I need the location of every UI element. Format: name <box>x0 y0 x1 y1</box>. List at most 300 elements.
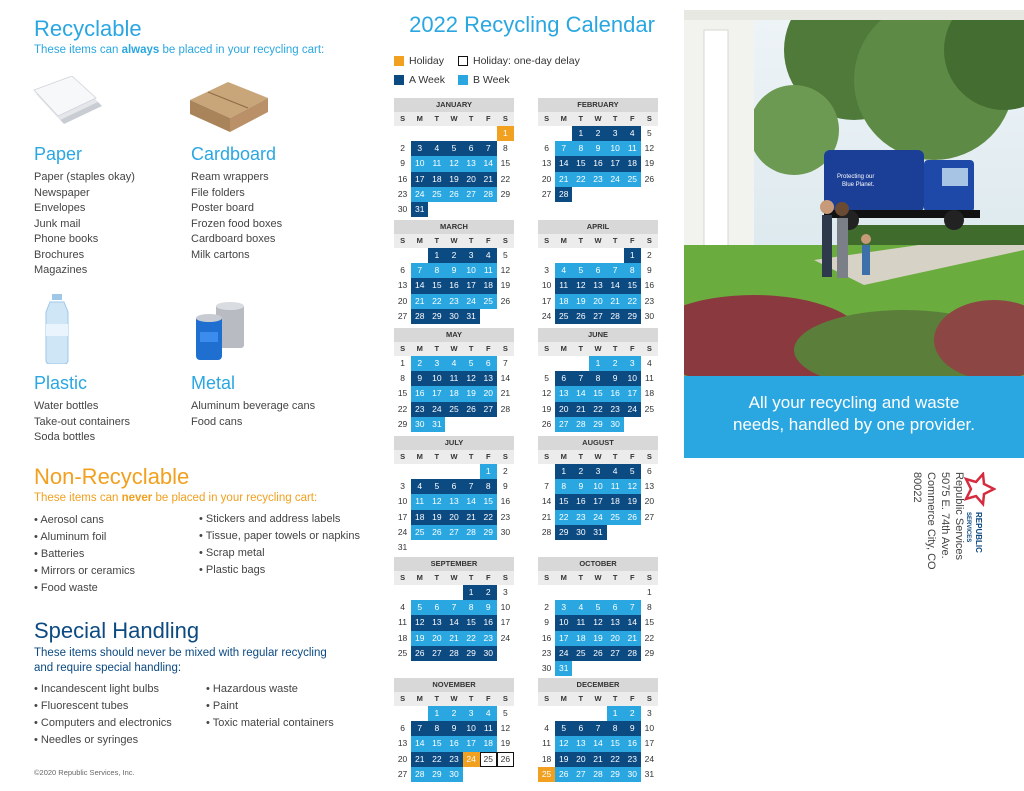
list-item: Milk cartons <box>191 248 250 261</box>
weekday-label: F <box>629 452 635 461</box>
calendar-week <box>394 371 514 386</box>
calendar-day: 3 <box>463 248 480 263</box>
calendar-week <box>394 263 514 278</box>
calendar-week <box>394 510 514 525</box>
logo-text-2: SERVICES <box>965 512 971 543</box>
calendar-day: 3 <box>411 141 428 156</box>
calendar-day: 7 <box>480 141 497 156</box>
weekday-label: S <box>646 114 652 123</box>
calendar-day: 18 <box>411 510 428 525</box>
calendar-day: 6 <box>544 143 549 154</box>
calendar-day: 5 <box>503 250 508 260</box>
calendar-week <box>538 494 658 509</box>
calendar-day: 27 <box>480 402 497 417</box>
legend-b-week <box>458 74 510 86</box>
calendar-week <box>538 126 658 141</box>
list-item: • Toxic material containers <box>206 715 334 732</box>
weekday-label: F <box>629 694 635 703</box>
calendar-day: 28 <box>411 309 428 324</box>
calendar-week <box>538 479 658 494</box>
weekday-label: S <box>502 694 508 703</box>
calendar-empty <box>555 248 572 263</box>
calendar-day: 18 <box>397 632 408 643</box>
calendar-day: 9 <box>503 481 508 492</box>
calendar-day: 8 <box>428 263 445 278</box>
calendar-day: 16 <box>411 386 428 401</box>
calendar-empty <box>428 540 445 555</box>
weekday-label: T <box>612 344 618 353</box>
calendar-day: 17 <box>411 172 428 187</box>
calendar-day: 27 <box>607 646 624 661</box>
calendar-day: 25 <box>538 767 555 782</box>
calendar-day: 3 <box>589 464 606 479</box>
cardboard-title: Cardboard <box>191 144 277 164</box>
calendar-day: 25 <box>555 309 572 324</box>
legend-label: A Week <box>409 74 445 86</box>
weekday-label: S <box>544 236 550 245</box>
calendar-day: 4 <box>445 356 462 371</box>
weekday-label: T <box>612 573 618 582</box>
weekday-label: T <box>578 344 584 353</box>
calendar-day: 17 <box>397 511 408 522</box>
calendar-day: 8 <box>463 600 480 615</box>
calendar-week <box>538 248 658 263</box>
calendar-day: 27 <box>428 646 445 661</box>
calendar-day: 6 <box>555 371 572 386</box>
calendar-day: 22 <box>572 172 589 187</box>
calendar-day: 4 <box>624 126 641 141</box>
weekday-label: S <box>400 236 406 245</box>
calendar-day: 30 <box>480 646 497 661</box>
calendar-day: 17 <box>589 494 606 509</box>
calendar-day: 9 <box>589 141 606 156</box>
calendar-day: 2 <box>624 706 641 721</box>
list-item: Envelopes <box>34 202 86 214</box>
calendar-week <box>538 600 658 615</box>
month-name: MAY <box>394 328 514 342</box>
calendar-week <box>394 736 514 751</box>
calendar-day: 14 <box>555 156 572 171</box>
month-name: AUGUST <box>538 436 658 450</box>
calendar-empty <box>411 585 428 600</box>
calendar-day: 7 <box>445 600 462 615</box>
calendar-empty <box>555 356 572 371</box>
calendar-day: 14 <box>463 494 480 509</box>
weekday-header <box>538 692 658 706</box>
calendar-empty <box>624 585 641 600</box>
calendar-day: 9 <box>480 600 497 615</box>
calendar-day: 18 <box>572 631 589 646</box>
calendar-day: 13 <box>480 371 497 386</box>
weekday-label: W <box>594 694 602 703</box>
weekday-label: F <box>485 114 491 123</box>
calendar-week <box>394 126 514 141</box>
calendar-day: 24 <box>411 187 428 202</box>
calendar-day: 23 <box>445 294 462 309</box>
calendar-empty <box>624 417 641 432</box>
calendar-day: 11 <box>645 373 654 384</box>
calendar-day: 15 <box>555 494 572 509</box>
calendar-day: 20 <box>445 510 462 525</box>
calendar-day: 22 <box>589 402 606 417</box>
calendar-day: 27 <box>397 310 408 321</box>
calendar-empty <box>411 706 428 721</box>
calendar-day: 10 <box>411 156 428 171</box>
calendar-week <box>394 479 514 494</box>
calendar-empty <box>411 540 428 555</box>
calendar-day: 21 <box>541 511 552 522</box>
calendar-empty <box>497 646 514 661</box>
calendar-day: 21 <box>607 294 624 309</box>
calendar-day: 29 <box>463 646 480 661</box>
calendar-day: 31 <box>644 768 655 779</box>
weekday-label: T <box>578 236 584 245</box>
weekday-label: S <box>544 114 550 123</box>
calendar-day: 22 <box>480 510 497 525</box>
non-recyclable-list-1 <box>34 512 135 597</box>
calendar-week <box>394 600 514 615</box>
list-item: • Fluorescent tubes <box>34 698 172 715</box>
legend-label: B Week <box>473 74 510 86</box>
calendar-day: 14 <box>445 615 462 630</box>
calendar-day: 14 <box>411 278 428 293</box>
calendar-day: 28 <box>411 767 428 782</box>
calendar-day: 26 <box>555 767 572 782</box>
calendar-day: 11 <box>555 278 572 293</box>
calendar-day: 23 <box>480 631 497 646</box>
weekday-label: M <box>560 452 567 461</box>
calendar-empty <box>411 248 428 263</box>
calendar-empty <box>394 248 411 263</box>
month-july <box>394 436 514 555</box>
calendar-day: 18 <box>555 294 572 309</box>
weekday-label: F <box>485 236 491 245</box>
calendar-empty <box>589 661 606 676</box>
calendar-day: 27 <box>445 525 462 540</box>
calendar-day: 3 <box>607 126 624 141</box>
calendar-empty <box>538 356 555 371</box>
weekday-label: W <box>594 573 602 582</box>
calendar-empty <box>497 417 514 432</box>
calendar-day: 6 <box>572 721 589 736</box>
calendar-empty <box>394 706 411 721</box>
calendar-empty <box>572 356 589 371</box>
weekday-label: F <box>485 452 491 461</box>
calendar-day: 20 <box>463 172 480 187</box>
calendar-day: 2 <box>503 466 508 476</box>
weekday-label: W <box>594 236 602 245</box>
calendar-day: 24 <box>624 402 641 417</box>
calendar-day: 12 <box>428 494 445 509</box>
calendar-day: 30 <box>411 417 428 432</box>
calendar-empty <box>538 248 555 263</box>
special-list-1 <box>34 681 172 749</box>
calendar-day: 4 <box>480 248 497 263</box>
calendar-day: 1 <box>647 587 652 597</box>
calendar-day: 7 <box>411 721 428 736</box>
calendar-day: 2 <box>400 143 405 154</box>
calendar-day: 10 <box>541 280 552 291</box>
cardboard-icon <box>186 76 272 136</box>
calendar-day: 8 <box>555 479 572 494</box>
calendar-day: 5 <box>647 128 652 138</box>
calendar-day: 19 <box>428 510 445 525</box>
calendar-day: 12 <box>555 736 572 751</box>
weekday-label: S <box>544 452 550 461</box>
non-recyclable-heading: Non-Recyclable <box>34 464 190 489</box>
list-item: Cardboard boxes <box>191 233 276 245</box>
calendar-day: 23 <box>589 172 606 187</box>
calendar-day: 30 <box>572 525 589 540</box>
calendar-day: 25 <box>644 403 655 414</box>
calendar-day: 26 <box>500 295 511 306</box>
calendar-empty <box>538 585 555 600</box>
special-handling-subtitle <box>34 646 327 676</box>
calendar-day: 13 <box>607 615 624 630</box>
weekday-label: W <box>594 344 602 353</box>
calendar-day: 15 <box>607 736 624 751</box>
calendar-day: 14 <box>541 496 552 507</box>
non-recyclable-list-2 <box>199 512 369 577</box>
calendar-day: 3 <box>544 265 549 276</box>
calendar-day: 26 <box>624 510 641 525</box>
list-item: Magazines <box>34 264 88 276</box>
calendar-empty <box>480 540 497 555</box>
truck-slogan-2: Blue Planet. <box>842 182 875 188</box>
calendar-day: 4 <box>480 706 497 721</box>
calendar-day: 29 <box>607 767 624 782</box>
calendar-day: 22 <box>463 631 480 646</box>
weekday-label: F <box>629 236 635 245</box>
calendar-day: 30 <box>607 417 624 432</box>
calendar-day: 25 <box>607 510 624 525</box>
calendar-day: 5 <box>411 600 428 615</box>
calendar-empty <box>538 464 555 479</box>
subtitle-pre: These items can <box>34 492 122 504</box>
address-line: 5075 E. 74th Ave. <box>939 472 951 559</box>
calendar-week <box>394 646 514 661</box>
calendar-week <box>394 156 514 171</box>
weekday-label: T <box>578 694 584 703</box>
calendar-day: 2 <box>544 602 549 613</box>
list-item: • Stickers and address labels <box>199 512 369 526</box>
tagline-banner <box>684 376 1024 458</box>
calendar-day: 4 <box>647 358 652 368</box>
calendar-day: 15 <box>463 615 480 630</box>
recyclable-heading: Recyclable <box>34 16 142 41</box>
weekday-label: S <box>400 573 406 582</box>
list-item: • Needles or syringes <box>34 732 172 749</box>
calendar-week <box>538 356 658 371</box>
calendar-day: 11 <box>480 721 497 736</box>
calendar-day: 23 <box>397 188 408 199</box>
calendar-week <box>538 706 658 721</box>
calendar-week <box>538 721 658 736</box>
calendar-day: 16 <box>607 386 624 401</box>
calendar-week <box>394 356 514 371</box>
calendar-day: 5 <box>544 373 549 384</box>
calendar-empty <box>497 767 514 782</box>
calendar-day: 5 <box>624 464 641 479</box>
weekday-label: S <box>400 114 406 123</box>
calendar-day: 16 <box>500 496 511 507</box>
calendar-week <box>538 172 658 187</box>
calendar-day: 1 <box>624 248 641 263</box>
calendar-day: 4 <box>428 141 445 156</box>
calendar-day: 5 <box>428 479 445 494</box>
weekday-label: F <box>629 344 635 353</box>
calendar-day: 6 <box>463 141 480 156</box>
calendar-empty <box>607 248 624 263</box>
calendar-day: 5 <box>503 708 508 718</box>
weekday-header <box>538 342 658 356</box>
weekday-label: T <box>434 236 440 245</box>
calendar-day: 22 <box>555 510 572 525</box>
calendar-day: 10 <box>397 496 408 507</box>
calendar-day: 11 <box>411 494 428 509</box>
calendar-empty <box>428 585 445 600</box>
weekday-label: M <box>416 344 423 353</box>
weekday-label: T <box>434 694 440 703</box>
calendar-empty <box>589 706 606 721</box>
weekday-header <box>538 234 658 248</box>
address-line: Republic Services <box>953 472 965 561</box>
calendar-week <box>394 386 514 401</box>
calendar-day: 2 <box>445 706 462 721</box>
calendar-week <box>394 417 514 432</box>
weekday-label: T <box>468 452 474 461</box>
logo-text-1: REPUBLIC <box>974 512 983 553</box>
subtitle-line: and require special handling: <box>34 662 182 674</box>
list-item: Take-out containers <box>34 415 130 428</box>
calendar-day: 14 <box>411 736 428 751</box>
list-item: • Aerosol cans <box>34 512 135 529</box>
calendar-day: 17 <box>644 738 655 749</box>
calendar-day: 12 <box>589 615 606 630</box>
calendar-day: 22 <box>644 632 655 643</box>
calendar-empty <box>497 309 514 324</box>
calendar-day: 22 <box>500 173 511 184</box>
weekday-label: F <box>629 573 635 582</box>
weekday-label: F <box>629 114 635 123</box>
calendar-day: 16 <box>624 736 641 751</box>
calendar-day: 5 <box>589 600 606 615</box>
weekday-header <box>538 112 658 126</box>
calendar-empty <box>445 202 462 217</box>
calendar-day: 12 <box>445 156 462 171</box>
calendar-day: 11 <box>398 617 407 628</box>
calendar-day: 13 <box>428 615 445 630</box>
calendar-day: 1 <box>480 464 497 479</box>
list-item: Frozen food boxes <box>191 217 283 230</box>
list-item: • Incandescent light bulbs <box>34 681 172 698</box>
calendar-day: 6 <box>480 356 497 371</box>
legend-holiday <box>394 55 444 67</box>
calendar-empty <box>572 706 589 721</box>
calendar-day: 24 <box>555 646 572 661</box>
weekday-label: T <box>468 114 474 123</box>
calendar-empty <box>607 187 624 202</box>
calendar-day: 1 <box>497 126 514 141</box>
calendar-day: 18 <box>644 388 655 399</box>
calendar-day: 13 <box>644 481 655 492</box>
calendar-day: 14 <box>607 278 624 293</box>
calendar-day: 7 <box>572 371 589 386</box>
weekday-header <box>394 342 514 356</box>
calendar-day: 16 <box>445 736 462 751</box>
calendar-day: 31 <box>589 525 606 540</box>
calendar-week <box>394 767 514 782</box>
calendar-day: 8 <box>572 141 589 156</box>
subtitle-line: These items should never be mixed with regular recycling <box>34 647 327 659</box>
month-name: DECEMBER <box>538 678 658 692</box>
calendar-day: 15 <box>428 278 445 293</box>
calendar-day: 24 <box>644 753 655 764</box>
a-week-swatch <box>394 75 404 85</box>
calendar-day: 8 <box>503 143 508 154</box>
calendar-day: 23 <box>607 402 624 417</box>
holiday-swatch <box>394 56 404 66</box>
calendar-day: 20 <box>572 752 589 767</box>
recycling-truck-photo <box>684 10 1024 376</box>
calendar-day: 31 <box>463 309 480 324</box>
calendar-empty <box>607 525 624 540</box>
list-item: Water bottles <box>34 400 99 412</box>
month-name: APRIL <box>538 220 658 234</box>
weekday-label: T <box>468 694 474 703</box>
weekday-label: T <box>468 573 474 582</box>
calendar-day: 29 <box>397 418 408 429</box>
weekday-label: S <box>502 236 508 245</box>
calendar-day: 9 <box>411 371 428 386</box>
weekday-label: S <box>646 573 652 582</box>
calendar-day: 8 <box>480 479 497 494</box>
calendar-empty <box>411 464 428 479</box>
calendar-day: 4 <box>555 263 572 278</box>
calendar-week <box>538 263 658 278</box>
calendar-day: 28 <box>480 187 497 202</box>
copyright: ©2020 Republic Services, Inc. <box>34 768 135 777</box>
calendar-day: 6 <box>428 600 445 615</box>
calendar-day: 1 <box>572 126 589 141</box>
calendar-empty <box>445 585 462 600</box>
calendar-empty <box>463 417 480 432</box>
calendar-day: 23 <box>445 752 462 767</box>
calendar-week <box>538 752 658 767</box>
calendar-day: 21 <box>572 402 589 417</box>
calendar-day: 17 <box>500 617 511 628</box>
calendar-week <box>538 767 658 782</box>
calendar-day: 27 <box>572 767 589 782</box>
calendar-day: 1 <box>400 358 405 368</box>
weekday-header <box>394 571 514 585</box>
calendar-week <box>394 202 514 217</box>
calendar-day: 14 <box>624 615 641 630</box>
calendar-day: 29 <box>480 525 497 540</box>
calendar-day: 26 <box>541 418 552 429</box>
calendar-day: 11 <box>624 141 641 156</box>
calendar-empty <box>589 248 606 263</box>
calendar-day: 19 <box>624 494 641 509</box>
calendar-day: 7 <box>544 481 549 492</box>
calendar-day: 9 <box>445 721 462 736</box>
calendar-day: 3 <box>400 481 405 492</box>
calendar-day: 19 <box>445 172 462 187</box>
calendar-day: 25 <box>411 525 428 540</box>
weekday-label: T <box>578 573 584 582</box>
calendar-day: 24 <box>541 310 552 321</box>
calendar-day: 30 <box>541 662 552 673</box>
